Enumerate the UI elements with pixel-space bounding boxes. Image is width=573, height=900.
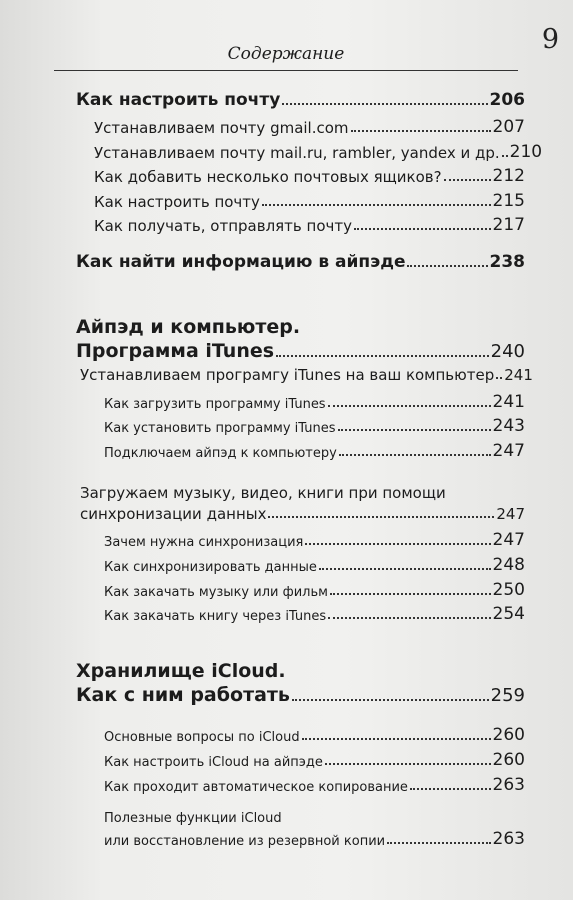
toc-entry-page: 247 (492, 530, 525, 550)
toc-entry-title: Устанавливаем почту mail.ru, rambler, yandex и др. (94, 144, 500, 162)
toc-entry (104, 580, 525, 600)
toc-entry-page: 238 (489, 252, 525, 272)
toc-entry-page: 263 (492, 829, 525, 849)
toc-entry-page: 217 (492, 215, 525, 235)
toc-entry (94, 142, 543, 162)
toc-entry (94, 166, 525, 186)
running-head: Содержание (227, 44, 345, 64)
toc-entry (94, 117, 525, 137)
leader-dots (502, 154, 508, 157)
toc-entry (104, 775, 525, 795)
chapter-title-line: Хранилище iCloud. (76, 660, 286, 682)
toc-entry-title: Как закачать музыку или фильм (104, 585, 328, 600)
toc-entry-page: 241 (492, 392, 525, 412)
toc-chapter-entry (76, 340, 525, 362)
toc-entry-page: 206 (489, 90, 525, 110)
toc-entry-title: Программа iTunes (76, 340, 275, 362)
leader-dots (444, 178, 491, 181)
toc-entry-title: Как добавить несколько почтовых ящиков? (94, 168, 442, 186)
toc-entry-title: или восстановление из резервной копии (104, 834, 386, 849)
toc-entry-title: Зачем нужна синхронизация (104, 535, 304, 550)
leader-dots (328, 404, 491, 407)
toc-entry-page: 260 (492, 725, 525, 745)
toc-entry-page: 210 (509, 142, 543, 162)
toc-entry-title: Основные вопросы по iCloud (104, 730, 300, 745)
toc-entry-title: Как загрузить программу iTunes (104, 397, 326, 412)
toc-entry-title: Как получать, отправлять почту (94, 217, 352, 235)
toc-entry-title: синхронизации данных (80, 505, 267, 523)
toc-entry-title: Как проходит автоматическое копирование (104, 780, 408, 795)
toc-entry (104, 555, 525, 575)
leader-dots (328, 616, 490, 619)
toc-entry-title: Как установить программу iTunes (104, 421, 336, 436)
toc-entry-page: 248 (492, 555, 525, 575)
toc-entry-page: 240 (490, 341, 525, 362)
toc-entry-page: 247 (496, 505, 525, 523)
toc-entry-page: 260 (492, 750, 525, 770)
leader-dots (496, 376, 502, 379)
bleed-through-text (290, 270, 530, 328)
toc-entry (76, 90, 525, 110)
toc-entry (104, 441, 525, 461)
leader-dots (292, 698, 489, 701)
leader-dots (407, 264, 487, 267)
leader-dots (410, 787, 491, 790)
toc-entry-title: Как синхронизировать данные (104, 560, 317, 575)
toc-entry-page: 259 (490, 685, 525, 706)
leader-dots (262, 203, 491, 206)
toc-entry (80, 366, 533, 384)
toc-entry-page: 247 (492, 441, 525, 461)
toc-entry-title: Как найти информацию в айпэде (76, 252, 406, 272)
toc-entry-page: 215 (492, 191, 525, 211)
leader-dots (325, 762, 491, 765)
leader-dots (354, 227, 491, 230)
toc-entry-page: 263 (492, 775, 525, 795)
toc-entry-page: 212 (492, 166, 525, 186)
toc-entry-title: Как закачать книгу через iTunes (104, 609, 327, 624)
leader-dots (351, 129, 491, 132)
toc-entry-title: Подключаем айпэд к компьютеру (104, 446, 337, 461)
toc-entry-title-line: Загружаем музыку, видео, книги при помощи (80, 484, 446, 502)
toc-entry-page: 243 (492, 416, 525, 436)
toc-entry (80, 505, 525, 523)
leader-dots (276, 354, 489, 357)
toc-entry (94, 215, 525, 235)
toc-entry-page: 241 (504, 366, 533, 384)
leader-dots (319, 567, 491, 570)
toc-entry-page: 254 (492, 604, 525, 624)
toc-entry (104, 604, 525, 624)
leader-dots (282, 102, 487, 105)
toc-entry-title: Устанавливаем почту gmail.com (94, 119, 349, 137)
toc-entry (104, 416, 525, 436)
toc-entry (104, 392, 525, 412)
toc-entry-title: Как настроить почту (76, 90, 281, 110)
chapter-title-line: Айпэд и компьютер. (76, 316, 301, 338)
toc-entry (76, 252, 525, 272)
toc-entry (104, 725, 525, 745)
toc-entry-page: 250 (492, 580, 525, 600)
toc-entry-title-line: Полезные функции iCloud (104, 811, 282, 826)
toc-chapter-entry (76, 684, 525, 706)
header-rule (54, 70, 518, 71)
toc-entry (104, 530, 525, 550)
leader-dots (387, 841, 490, 844)
toc-entry (94, 191, 525, 211)
leader-dots (305, 542, 490, 545)
toc-entry (104, 829, 525, 849)
leader-dots (338, 428, 491, 431)
page-number: 9 (541, 24, 559, 55)
toc-entry-title: Как настроить почту (94, 193, 260, 211)
leader-dots (268, 515, 494, 518)
toc-entry-title: Устанавливаем програмгу iTunes на ваш компьютер (80, 366, 495, 384)
leader-dots (330, 592, 491, 595)
toc-entry (104, 750, 525, 770)
leader-dots (339, 453, 491, 456)
leader-dots (302, 737, 491, 740)
toc-entry-title: Как с ним работать (76, 684, 290, 706)
toc-entry-page: 207 (492, 117, 525, 137)
toc-entry-title: Как настроить iCloud на айпэде (104, 755, 323, 770)
